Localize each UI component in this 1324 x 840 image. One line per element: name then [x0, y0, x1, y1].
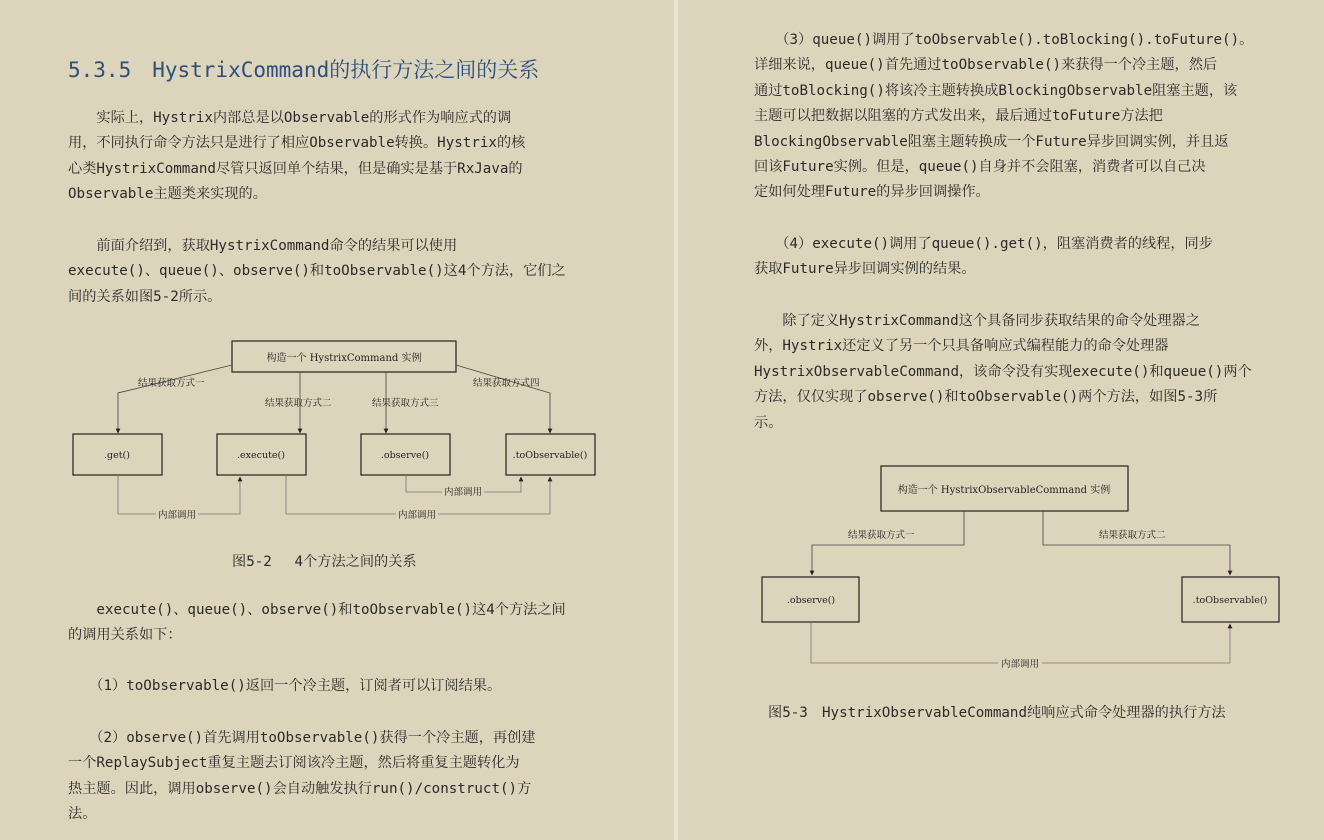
paragraph-intro: 实际上，Hystrix内部总是以Observable的形式作为响应式的调 用，不同执行命令方法只是进行了相应Observable转换。Hystrix的核 心类HystrixCommand尽管只返回单个结果，但是确实是基于RxJava的 Observable主题类来实现的。 [68, 110, 526, 203]
paragraph-item-3: （3）queue()调用了toObservable().toBlocking().toFuture()。 详细来说，queue()首先通过toObservable()来获得一个冷主题，然后 通过toBlocking()将该冷主题转换成BlockingObservable阻塞主题，该 主题可以把数据以阻塞的方式发出来，最后通过toFuture方法把 BlockingObservable阻塞主题转换成一个Future异步回调实例，并且返 回该Future实例。但是，queue()自身并不会阻塞，消费者可以自己决 定如何处理Future的异步回调操作。 [754, 32, 1254, 201]
internal-call-label-3: 内部调用 [397, 510, 437, 521]
method-label-get: .get() [104, 450, 130, 461]
method-label-observe: .observe() [380, 450, 430, 461]
branch-label-4: 结果获取方式四 [473, 378, 540, 389]
branch-label-2: 结果获取方式二 [265, 398, 332, 409]
branch-label-1: 结果获取方式一 [138, 378, 205, 389]
branch-label-method-1: 结果获取方式一 [848, 530, 915, 541]
method-label-observe-2: .observe() [786, 595, 836, 606]
internal-call-label-1: 内部调用 [443, 487, 483, 498]
internal-call-label-2: 内部调用 [157, 510, 197, 521]
figure-5-2 [60, 330, 620, 530]
section-heading: 5.3.5 HystrixCommand的执行方法之间的关系 [68, 58, 540, 82]
branch-connector-observe [812, 511, 964, 575]
figure-5-3 [756, 458, 1296, 673]
paragraph-item-2: （2）observe()首先调用toObservable()获得一个冷主题，再创建 一个ReplaySubject重复主题去订阅该冷主题，然后将重复主题转化为 热主题。因此，调用observe()会自动触发执行run()/construct()方 法。 [68, 730, 536, 823]
paragraph-four-methods: 前面介绍到，获取HystrixCommand命令的结果可以使用 execute()、queue()、observe()和toObservable()这4个方法，它们之 间的关系如图5-2所示。 [68, 238, 566, 305]
branch-connector-4 [456, 365, 550, 433]
figure-5-3-caption: 图5-3 HystrixObservableCommand纯响应式命令处理器的执行方法 [768, 705, 1226, 721]
method-label-execute: .execute() [237, 450, 285, 461]
internal-call-label-4: 内部调用 [1000, 659, 1040, 670]
figure-5-3-top-box-label: 构造一个 HystrixObservableCommand 实例 [897, 485, 1111, 496]
method-label-toobservable: .toObservable() [512, 450, 588, 461]
internal-call-observe-to-toobservable-2 [811, 622, 1230, 663]
paragraph-call-relations: execute()、queue()、observe()和toObservable()这4个方法之间 的调用关系如下： [68, 602, 566, 644]
method-label-toobservable-2: .toObservable() [1192, 595, 1268, 606]
figure-5-2-top-box-label: 构造一个 HystrixCommand 实例 [266, 353, 422, 364]
branch-connector-toobservable [1043, 511, 1230, 575]
branch-label-method-2: 结果获取方式二 [1099, 530, 1166, 541]
paragraph-observable-command: 除了定义HystrixCommand这个具备同步获取结果的命令处理器之 外，Hystrix还定义了另一个只具备响应式编程能力的命令处理器 HystrixObservableCommand，该命令没有实现execute()和queue()两个 方法，仅仅实现了observe()和toObservable()两个方法，如图5-3所 示。 [754, 313, 1252, 431]
paragraph-item-1: （1）toObservable()返回一个冷主题，订阅者可以订阅结果。 [68, 678, 502, 694]
branch-connector-1 [118, 365, 232, 433]
branch-label-3: 结果获取方式三 [372, 398, 439, 409]
paragraph-item-4: （4）execute()调用了queue().get()，阻塞消费者的线程，同步 获取Future异步回调实例的结果。 [754, 236, 1213, 278]
figure-5-2-caption: 图5-2 4个方法之间的关系 [232, 554, 417, 570]
